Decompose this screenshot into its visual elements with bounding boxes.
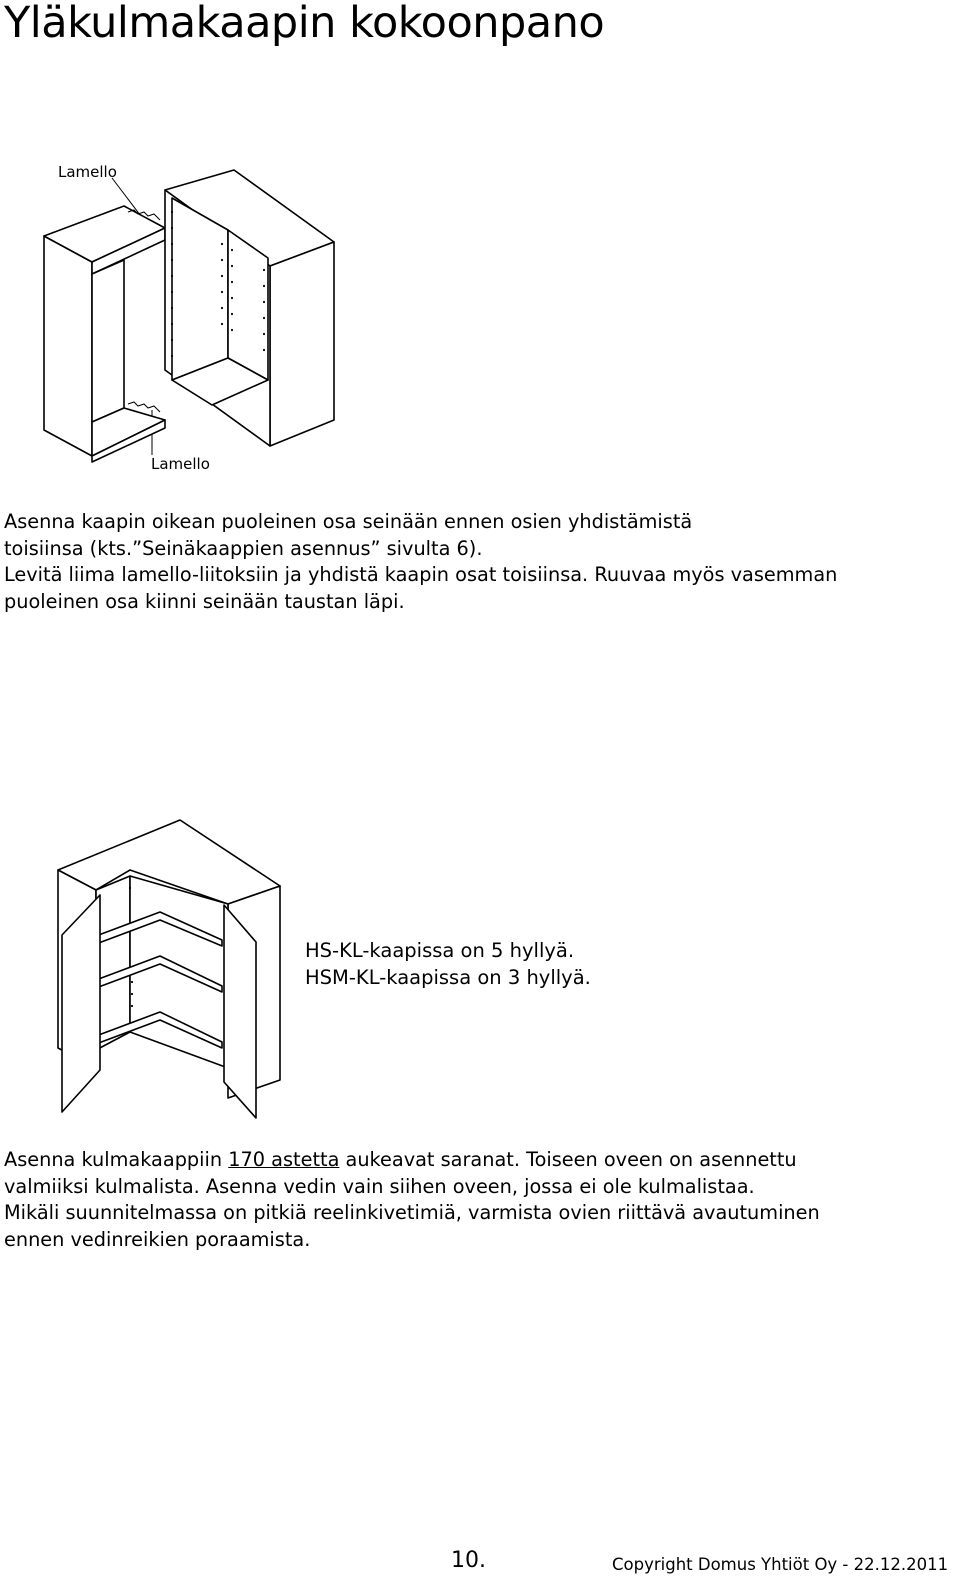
hinge-line: ennen vedinreikien poraamista. — [4, 1227, 311, 1251]
instruction-line: toisiinsa (kts.”Seinäkaappien asennus” sivulta 6). — [4, 536, 483, 560]
hinge-line: valmiiksi kulmalista. Asenna vedin vain siihen oveen, jossa ei ole kulmalistaa. — [4, 1174, 755, 1198]
hinge-instructions — [4, 1147, 820, 1253]
copyright-footer: Copyright Domus Yhtiöt Oy - 22.12.2011 — [612, 1555, 949, 1574]
page-number: 10. — [451, 1548, 486, 1573]
hinge-line-suffix: aukeavat saranat. Toiseen oveen on asennettu — [339, 1148, 797, 1171]
assembly-instructions — [4, 509, 837, 615]
corner-cabinet-illustration — [0, 800, 300, 1120]
cabinet-assembly-illustration — [0, 0, 960, 520]
instruction-line: Asenna kaapin oikean puoleinen osa seinään ennen osien yhdistämistä — [4, 510, 693, 533]
shelf-note-line: HSM-KL-kaapissa on 3 hyllyä. — [305, 966, 591, 989]
lamello-callout-top: Lamello — [58, 163, 117, 181]
hinge-line: Mikäli suunnitelmassa on pitkiä reelinkivetimiä, varmista ovien riittävä avautuminen — [4, 1201, 820, 1224]
shelf-note-line: HS-KL-kaapissa on 5 hyllyä. — [305, 939, 575, 962]
shelf-count-note — [305, 937, 591, 991]
page-title: Yläkulmakaapin kokoonpano — [4, 0, 605, 48]
hinge-line-prefix: Asenna kulmakaappiin — [4, 1148, 229, 1171]
instruction-line: puoleinen osa kiinni seinään taustan läpi. — [4, 589, 405, 613]
instruction-line: Levitä liima lamello-liitoksiin ja yhdistä kaapin osat toisiinsa. Ruuvaa myös vasemman — [4, 563, 838, 586]
hinge-angle: 170 astetta — [228, 1148, 340, 1171]
lamello-callout-bottom: Lamello — [151, 455, 210, 473]
hinge-line — [4, 1147, 820, 1174]
